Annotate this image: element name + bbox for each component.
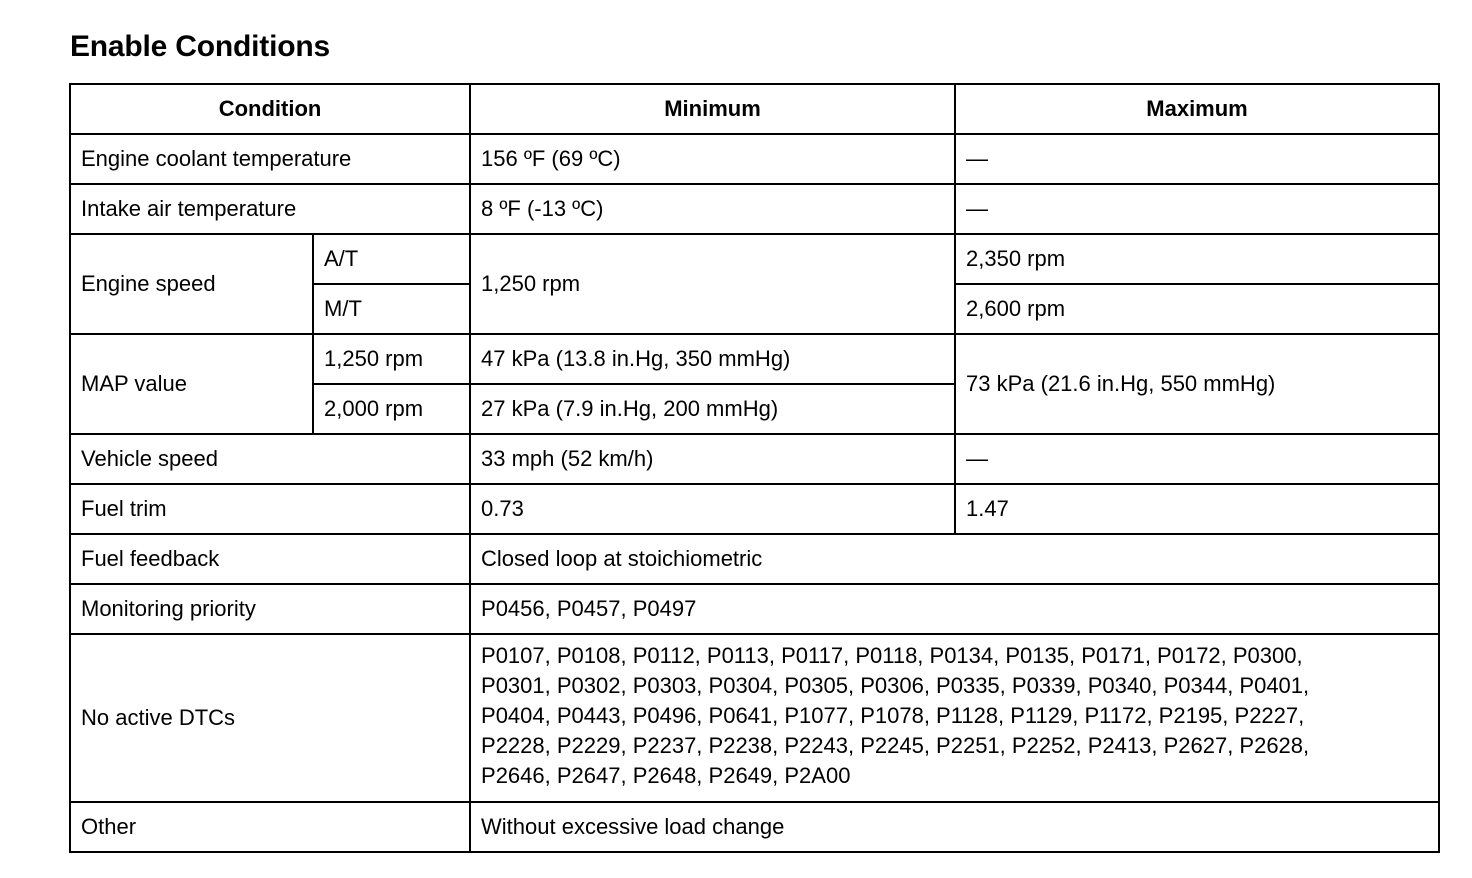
fuel-feedback-label: Fuel feedback — [70, 534, 470, 584]
intake-label: Intake air temperature — [70, 184, 470, 234]
dtc-line: P0404, P0443, P0496, P0641, P1077, P1078, P1128, P1129, P1172, P2195, P2227, — [481, 703, 1305, 728]
coolant-max: — — [955, 134, 1439, 184]
monitoring-priority-value: P0456, P0457, P0497 — [470, 584, 1439, 634]
dtc-line: P0301, P0302, P0303, P0304, P0305, P0306, P0335, P0339, P0340, P0344, P0401, — [481, 673, 1310, 698]
fuel-trim-max: 1.47 — [955, 484, 1439, 534]
table-row-other — [70, 802, 1439, 852]
page-title: Enable Conditions — [70, 30, 330, 63]
map-rpm1-min: 47 kPa (13.8 in.Hg, 350 mmHg) — [470, 334, 955, 384]
dtc-line: P0107, P0108, P0112, P0113, P0117, P0118, P0134, P0135, P0171, P0172, P0300, — [481, 643, 1303, 668]
table-row-coolant — [70, 134, 1439, 184]
vehicle-speed-max: — — [955, 434, 1439, 484]
map-label: MAP value — [70, 334, 313, 434]
vehicle-speed-label: Vehicle speed — [70, 434, 470, 484]
no-active-dtcs-list — [470, 634, 1439, 802]
engine-speed-mt-label: M/T — [313, 284, 470, 334]
table-row-monitoring-priority — [70, 584, 1439, 634]
table-row-fuel-feedback — [70, 534, 1439, 584]
fuel-trim-min: 0.73 — [470, 484, 955, 534]
vehicle-speed-min: 33 mph (52 km/h) — [470, 434, 955, 484]
engine-speed-at-max: 2,350 rpm — [955, 234, 1439, 284]
map-rpm2-min: 27 kPa (7.9 in.Hg, 200 mmHg) — [470, 384, 955, 434]
dtc-line: P2228, P2229, P2237, P2238, P2243, P2245, P2251, P2252, P2413, P2627, P2628, — [481, 733, 1310, 758]
intake-max: — — [955, 184, 1439, 234]
table-row-intake — [70, 184, 1439, 234]
header-minimum: Minimum — [470, 84, 955, 134]
no-active-dtcs-label: No active DTCs — [70, 634, 470, 802]
map-rpm2-label: 2,000 rpm — [313, 384, 470, 434]
table-row-map-1250 — [70, 334, 1439, 384]
header-condition: Condition — [70, 84, 470, 134]
other-value: Without excessive load change — [470, 802, 1439, 852]
fuel-trim-label: Fuel trim — [70, 484, 470, 534]
dtc-line: P2646, P2647, P2648, P2649, P2A00 — [481, 763, 851, 788]
monitoring-priority-label: Monitoring priority — [70, 584, 470, 634]
coolant-min: 156 ºF (69 ºC) — [470, 134, 955, 184]
engine-speed-label: Engine speed — [70, 234, 313, 334]
table-row-no-active-dtcs — [70, 634, 1439, 802]
coolant-label: Engine coolant temperature — [70, 134, 470, 184]
table-row-fuel-trim — [70, 484, 1439, 534]
map-rpm1-label: 1,250 rpm — [313, 334, 470, 384]
table-row-vehicle-speed — [70, 434, 1439, 484]
other-label: Other — [70, 802, 470, 852]
map-max: 73 kPa (21.6 in.Hg, 550 mmHg) — [955, 334, 1439, 434]
engine-speed-at-label: A/T — [313, 234, 470, 284]
header-maximum: Maximum — [955, 84, 1439, 134]
intake-min: 8 ºF (-13 ºC) — [470, 184, 955, 234]
engine-speed-min: 1,250 rpm — [470, 234, 955, 334]
header-row — [70, 84, 1439, 134]
enable-conditions-table — [69, 83, 1440, 853]
engine-speed-mt-max: 2,600 rpm — [955, 284, 1439, 334]
fuel-feedback-value: Closed loop at stoichiometric — [470, 534, 1439, 584]
table-row-engine-speed-at — [70, 234, 1439, 284]
